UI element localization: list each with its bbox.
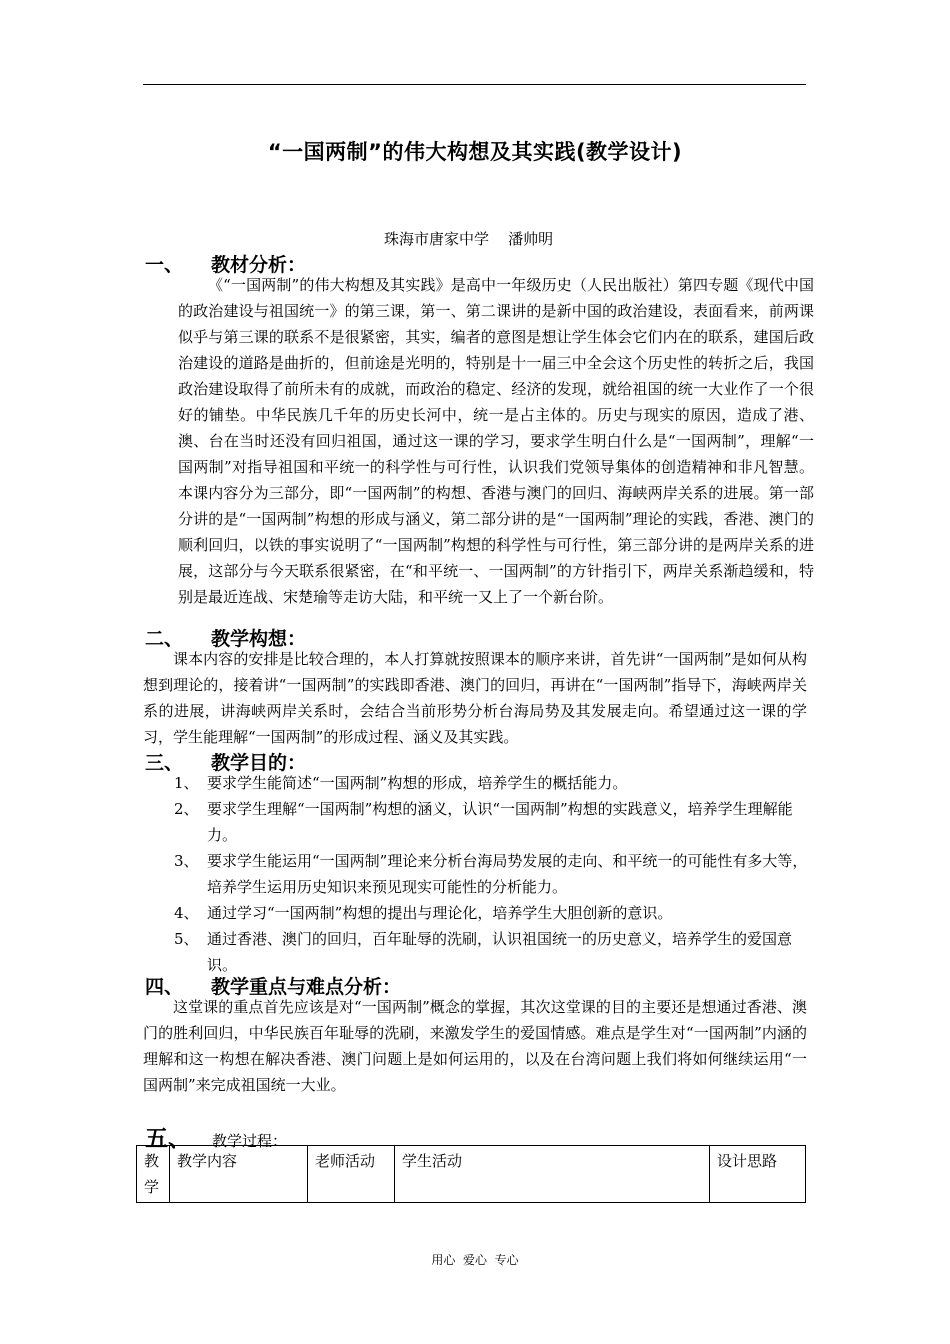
item-number: 3、 <box>174 852 199 870</box>
item-text: 通过学习“一国两制”构想的提出与理论化，培养学生大胆创新的意识。 <box>207 904 673 922</box>
author-line: 珠海市唐家中学 潘帅明 <box>384 230 554 248</box>
item-text: 要求学生能简述“一国两制”构想的形成，培养学生的概括能力。 <box>207 774 628 792</box>
section-title: 教学重点与难点分析： <box>211 976 402 998</box>
page-footer: 用心 爱心 专心 <box>431 1253 519 1267</box>
table-header-cell: 教学 <box>137 1146 170 1203</box>
table-header-cell: 学生活动 <box>395 1146 710 1203</box>
item-number: 2、 <box>174 800 199 818</box>
list-item <box>174 926 814 978</box>
section-number: 五、 <box>145 1126 191 1152</box>
table-header-cell: 老师活动 <box>308 1146 395 1203</box>
item-number: 4、 <box>174 904 199 922</box>
section-title: 教学过程： <box>212 1132 288 1150</box>
table-header-cell: 教学内容 <box>170 1146 308 1203</box>
section-body-analysis: 《“一国两制”的伟大构想及其实践》是高中一年级历史（人民出版社）第四专题《现代中国的政治建设与祖国统一》的第三课，第一、第二课讲的是新中国的政治建设，表面看来，前两课似乎与第三课的联系不是很紧密，其实，编者的意图是想让学生体会它们内在的联系，建国后政治建设的道路是曲折的，但前途是光明的，特别是十一届三中全会这个历史性的转折之后，我国政治建设取得了前所未有的成就，而政治的稳定、经济的发现，就给祖国的统一大业作了一个很好的铺垫。中华民族几千年的历史长河中，统一是占主体的。历史与现实的原因，造成了港、澳、台在当时还没有回归祖国，通过这一课的学习，要求学生明白什么是“一国两制”，理解“一国两制”对指导祖国和平统一的科学性与可行性，认识我们党领导集体的创造精神和非凡智慧。本课内容分为三部分，即“一国两制”的构想、香港与澳门的回归、海峡两岸关系的进展。第一部分讲的是“一国两制”构想的形成与涵义，第二部分讲的是“一国两制”理论的实践，香港、澳门的顺利回归，以铁的事实说明了“一国两制”构想的科学性与可行性，第三部分讲的是两岸关系的进展，这部分与今天联系很紧密，在“和平统一、一国两制”的方针指引下，两岸关系渐趋缓和，特别是最近连战、宋楚瑜等走访大陆，和平统一又上了一个新台阶。 <box>178 276 814 606</box>
list-item <box>174 848 814 900</box>
item-text: 通过香港、澳门的回归，百年耻辱的洗刷，认识祖国统一的历史意义，培养学生的爱国意识。 <box>207 930 793 974</box>
list-item <box>174 796 814 848</box>
list-item <box>174 900 814 926</box>
item-number: 5、 <box>174 930 199 948</box>
goals-list <box>174 770 814 978</box>
item-text: 要求学生能运用“一国两制”理论来分析台海局势发展的走向、和平统一的可能性有多大等，培养学生运用历史知识来预见现实可能性的分析能力。 <box>207 852 808 896</box>
document-title: “一国两制”的伟大构想及其实践(教学设计) <box>267 140 683 164</box>
section-title: 教学目的： <box>211 752 307 774</box>
table-header-cell: 设计思路 <box>710 1146 806 1203</box>
process-table <box>136 1145 806 1203</box>
section-title: 教学构想： <box>211 628 307 650</box>
section-number: 二、 <box>145 628 184 650</box>
section-title: 教材分析： <box>211 254 307 276</box>
section-number: 三、 <box>145 752 184 774</box>
section-body-concept: 课本内容的安排是比较合理的，本人打算就按照课本的顺序来讲，首先讲“一国两制”是如何从构想到理论的，接着讲“一国两制”的实践即香港、澳门的回归，再讲在“一国两制”指导下，海峡两岸关系的进展，讲海峡两岸关系时，会结合当前形势分析台海局势及其发展走向。希望通过这一课的学习，学生能理解“一国两制”的形成过程、涵义及其实践。 <box>143 650 807 746</box>
section-number: 一、 <box>145 254 184 276</box>
section-number: 四、 <box>145 976 184 998</box>
section-body-key-points: 这堂课的重点首先应该是对“一国两制”概念的掌握，其次这堂课的目的主要还是想通过香港、澳门的胜利回归，中华民族百年耻辱的洗刷，来激发学生的爱国情感。难点是学生对“一国两制”内涵的理解和这一构想在解决香港、澳门问题上是如何运用的，以及在台湾问题上我们将如何继续运用“一国两制”来完成祖国统一大业。 <box>143 998 807 1094</box>
header-rule <box>143 84 806 85</box>
item-text: 要求学生理解“一国两制”构想的涵义，认识“一国两制”构想的实践意义，培养学生理解能力。 <box>207 800 793 844</box>
item-number: 1、 <box>174 774 199 792</box>
list-item <box>174 770 814 796</box>
table-header-row <box>137 1146 806 1203</box>
